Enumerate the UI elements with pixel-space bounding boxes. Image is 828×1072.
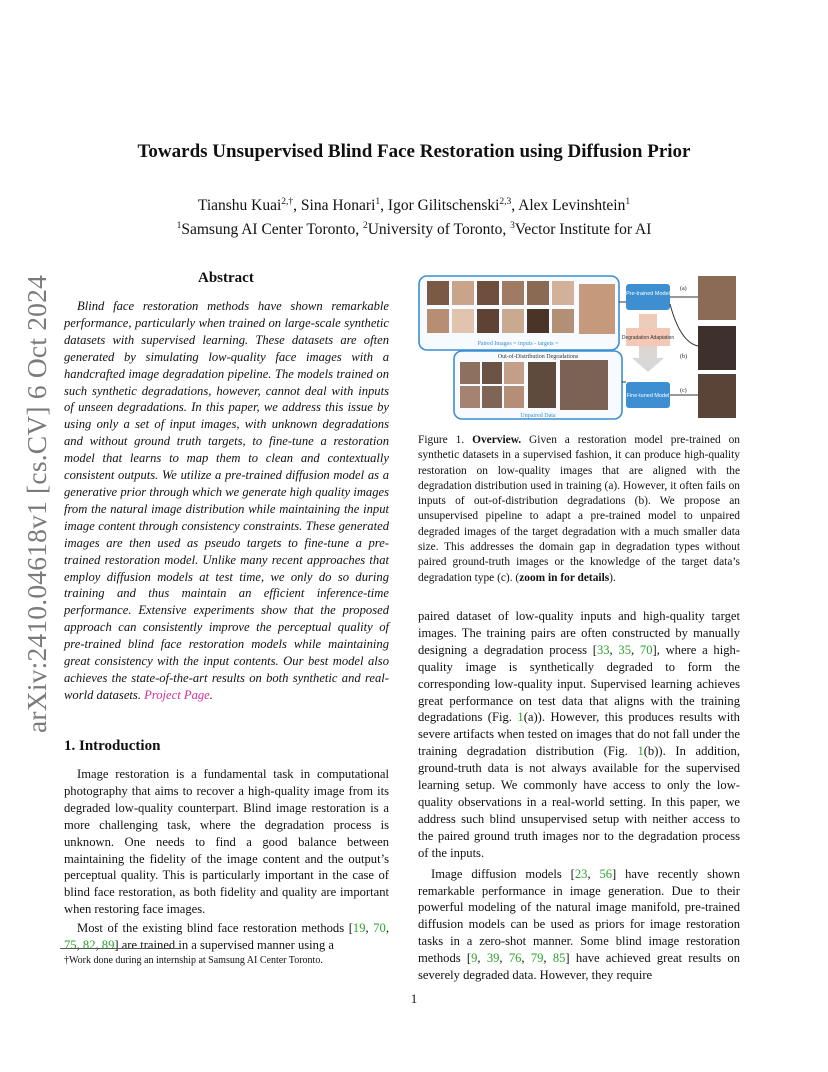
page-number: 1 [410,991,418,1006]
footnote: †Work done during an internship at Samsung AI Center Toronto. [64,955,323,966]
right-paragraph-2: Image diffusion models [23, 56] have recently shown remarkable performance in image generation. Due to their powerful modeling of the natural image manifold, pre-trained diffusion models can be used as priors for image restoration tasks in a zero-shot manner. Some blind image restoration methods [9, 39, 76, 79, 85] have achieved great results on severely degraded data. However, they require [418,866,741,983]
author-list: Tianshu Kuai$^{2,\dagger}$, Sina Honari$^1$, Igor Gilitschenski$^{2,3}$, Alex Levinshtein$^1$ [197,197,631,215]
figure-caption: Figure 1. Overview. Given a restoration model pre-trained on synthetic datasets in a supervised fashion, it can produce high-quality restoration on low-quality images that are aligned with the degradation distribution used in training (a). However, it often fails on inputs of out-of-distribution degradations (b). We propose an unsupervised pipeline to adapt a pre-trained model to unpaired degraded images of the target degradation with a much smaller data size. This addresses the domain gap in degradation types without paired ground-truth images or the knowledge of the target data’s degradation type (c). (zoom in for details). [418,434,741,584]
footnote-rule [60,948,180,949]
affiliation-list: $^1$Samsung AI Center Toronto, $^2$University of Toronto, $^3$Vector Institute for AI [176,221,652,239]
output-face-b [698,326,736,370]
output-face-c [698,374,736,418]
ood-degradations-label: Out-of-Distribution Degradations [497,354,579,360]
finetuned-model-label: Fine-tuned Model [626,393,670,399]
intro-paragraph-1: Image restoration is a fundamental task in computational photography that aims to recover a high-quality image from its degraded low-quality counterpart. Blind image restoration is a more challenging task, where the degradation process is unknown. One needs to find a good balance between maintaining the fidelity of the image content and the output’s perceptual quality. This is particularly important in the case of blind face restoration, as both fidelity and quality are important when restoring face images. [64,767,389,917]
paired-images-label: Paired Images = inputs - targets = [477,341,559,347]
abstract-heading: Abstract [198,270,254,286]
output-face-a [698,276,736,320]
intro-paragraph-2: Most of the existing blind face restoration methods [19, 70, 75, 82, 89] are trained in a supervised manner using a [64,921,389,953]
tag-b: (b) [680,354,687,360]
abstract-paragraph: Blind face restoration methods have shown remarkable performance, particularly when trained on large-scale synthetic datasets with supervised learning. These datasets are often generated by simulating low-quality face images with a handcrafted image degradation pipeline. The models trained on such synthetic degradations, however, cannot deal with inputs of unseen degradations. In this paper, we address this issue by using only a set of input images, with unknown degradations and without ground truth targets, to fine-tune a restoration model that learns to map them to clean and contextually consistent outputs. We utilize a pre-trained diffusion model as a generative prior through which we generate high quality images from the natural image distribution while maintaining the input image content through consistency constraints. These generated images are then used as pseudo targets to fine-tune a pre-trained restoration model. Unlike many recent approaches that employ diffusion models at test time, we only do so during training and thus maintain an efficient inference-time performance. Extensive experiments show that the proposed approach can consistently improve the perceptual quality of pre-trained blind face restoration models while maintaining great consistency with the input contents. Our best model also achieves the state-of-the-art results on both synthetic and real-world datasets. Project Page. [64,299,389,702]
figure-diagram [418,272,740,422]
right-column-text [418,608,740,984]
introduction-heading: 1. Introduction [64,738,161,754]
abstract-text [64,298,389,704]
arxiv-identifier: arXiv:2410.04618v1 [cs.CV] 6 Oct 2024 [21,274,52,733]
right-paragraph-1: paired dataset of low-quality inputs and high-quality target images. The training pairs are often constructed by manually designing a degradation process [33, 35, 70], where a high-quality image is synthetically degraded to form the corresponding low-quality input. Supervised learning achieves great performance on test data that aligns with the training degradations (Fig. 1(a)). However, this produces results with severe artifacts when tested on images that do not fall under the training degradation distribution (Fig. 1(b)). In addition, ground-truth data is not always available for the supervised learning setup. We commonly have access to only the low-quality observations in a real-world setting. In this paper, we address such blind unsupervised setup with neither access to the paired ground truth images nor to the degradation process of the inputs. [418,609,740,860]
tag-a: (a) [680,286,687,292]
overview-figure [418,272,740,422]
paper-title: Towards Unsupervised Blind Face Restoration using Diffusion Prior [137,141,691,162]
introduction-text [64,766,389,954]
pretrained-model-label: Pre-trained Model [626,291,670,297]
adaptation-label: Degradation Adaptation [621,335,675,341]
unpaired-data-label: Unpaired Data [520,413,556,419]
tag-c: (c) [680,388,687,394]
pretrained-model-box [626,284,670,310]
author-block [0,192,828,240]
